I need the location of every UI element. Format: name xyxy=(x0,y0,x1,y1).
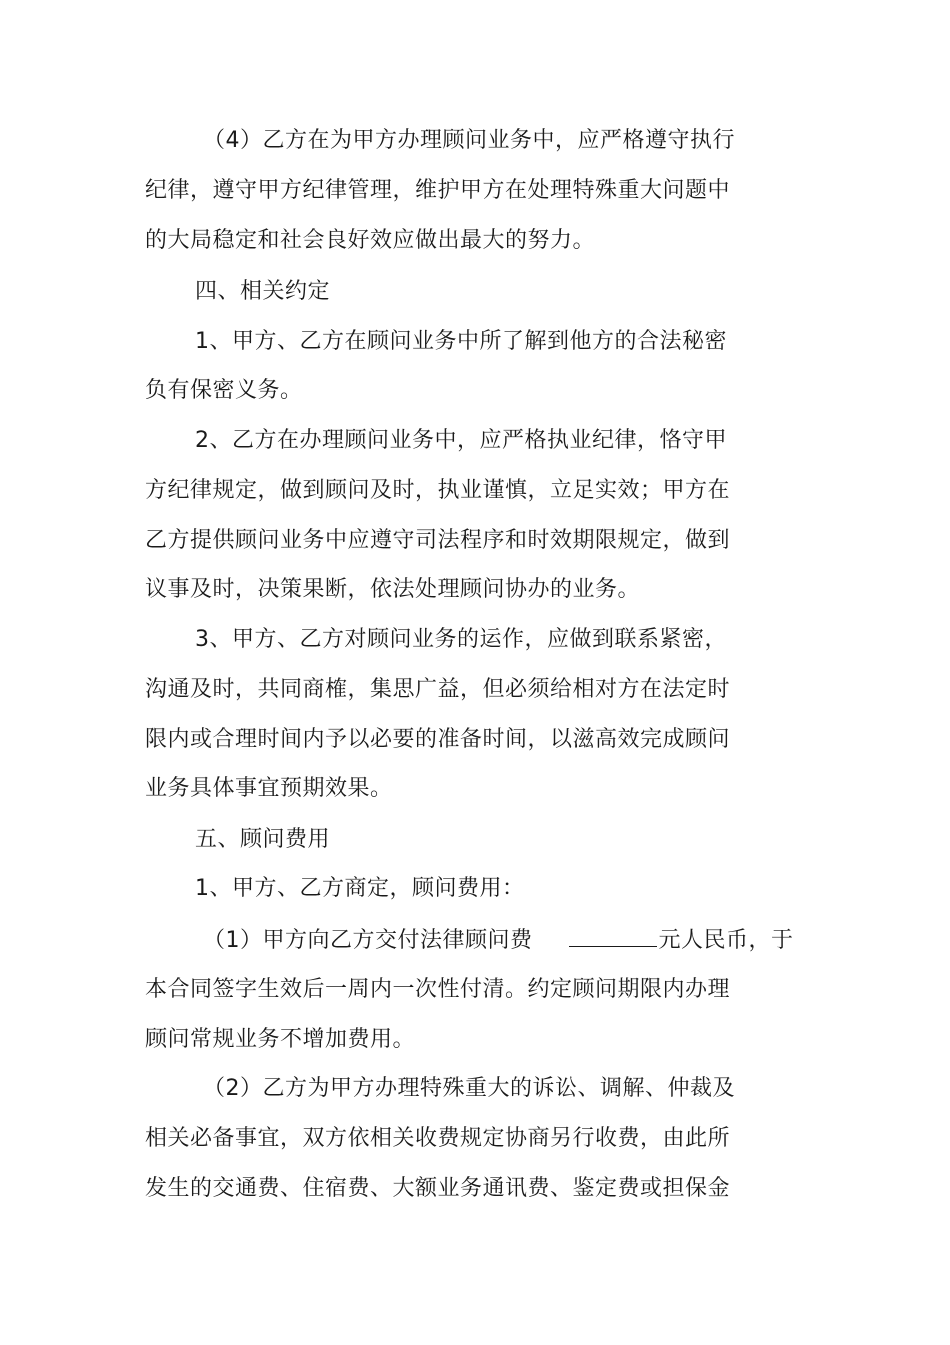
paragraph-line: 限内或合理时间内予以必要的准备时间，以滋高效完成顾问 xyxy=(145,727,731,752)
paragraph-line: 顾问常规业务不增加费用。 xyxy=(145,1027,416,1052)
paragraph-line: 本合同签字生效后一周内一次性付清。约定顾问期限内办理 xyxy=(145,977,731,1002)
paragraph-line: 1、甲方、乙方在顾问业务中所了解到他方的合法秘密 xyxy=(195,329,727,354)
paragraph-line: （4）乙方在为甲方办理顾问业务中，应严格遵守执行 xyxy=(203,128,735,153)
paragraph-line: 议事及时，决策果断，依法处理顾问协办的业务。 xyxy=(145,577,641,602)
paragraph-line: 发生的交通费、住宿费、大额业务通讯费、鉴定费或担保金 xyxy=(145,1176,731,1201)
section-heading: 四、相关约定 xyxy=(195,279,331,304)
paragraph-line: 相关必备事宜，双方依相关收费规定协商另行收费，由此所 xyxy=(145,1126,731,1151)
paragraph-line: （2）乙方为甲方办理特殊重大的诉讼、调解、仲裁及 xyxy=(203,1076,735,1101)
paragraph-line: 的大局稳定和社会良好效应做出最大的努力。 xyxy=(145,228,596,253)
paragraph-line: 方纪律规定，做到顾问及时，执业谨慎，立足实效；甲方在 xyxy=(145,478,731,503)
section-heading: 五、顾问费用 xyxy=(195,827,331,852)
paragraph-line: 乙方提供顾问业务中应遵守司法程序和时效期限规定，做到 xyxy=(145,528,731,553)
paragraph-line: 业务具体事宜预期效果。 xyxy=(145,776,393,801)
paragraph-line: 纪律，遵守甲方纪律管理，维护甲方在处理特殊重大问题中 xyxy=(145,178,731,203)
fee-line xyxy=(203,926,794,955)
paragraph-line: 3、甲方、乙方对顾问业务的运作，应做到联系紧密， xyxy=(195,627,727,652)
fee-line-before: （1）甲方向乙方交付法律顾问费 xyxy=(203,928,533,953)
paragraph-line: 负有保密义务。 xyxy=(145,378,303,403)
fee-amount-blank xyxy=(569,926,657,947)
fee-line-after: 元人民币，于 xyxy=(658,928,794,953)
paragraph-line: 2、乙方在办理顾问业务中，应严格执业纪律，恪守甲 xyxy=(195,428,727,453)
paragraph-line: 沟通及时，共同商榷，集思广益，但必须给相对方在法定时 xyxy=(145,677,731,702)
paragraph-line: 1、甲方、乙方商定，顾问费用： xyxy=(195,876,525,901)
